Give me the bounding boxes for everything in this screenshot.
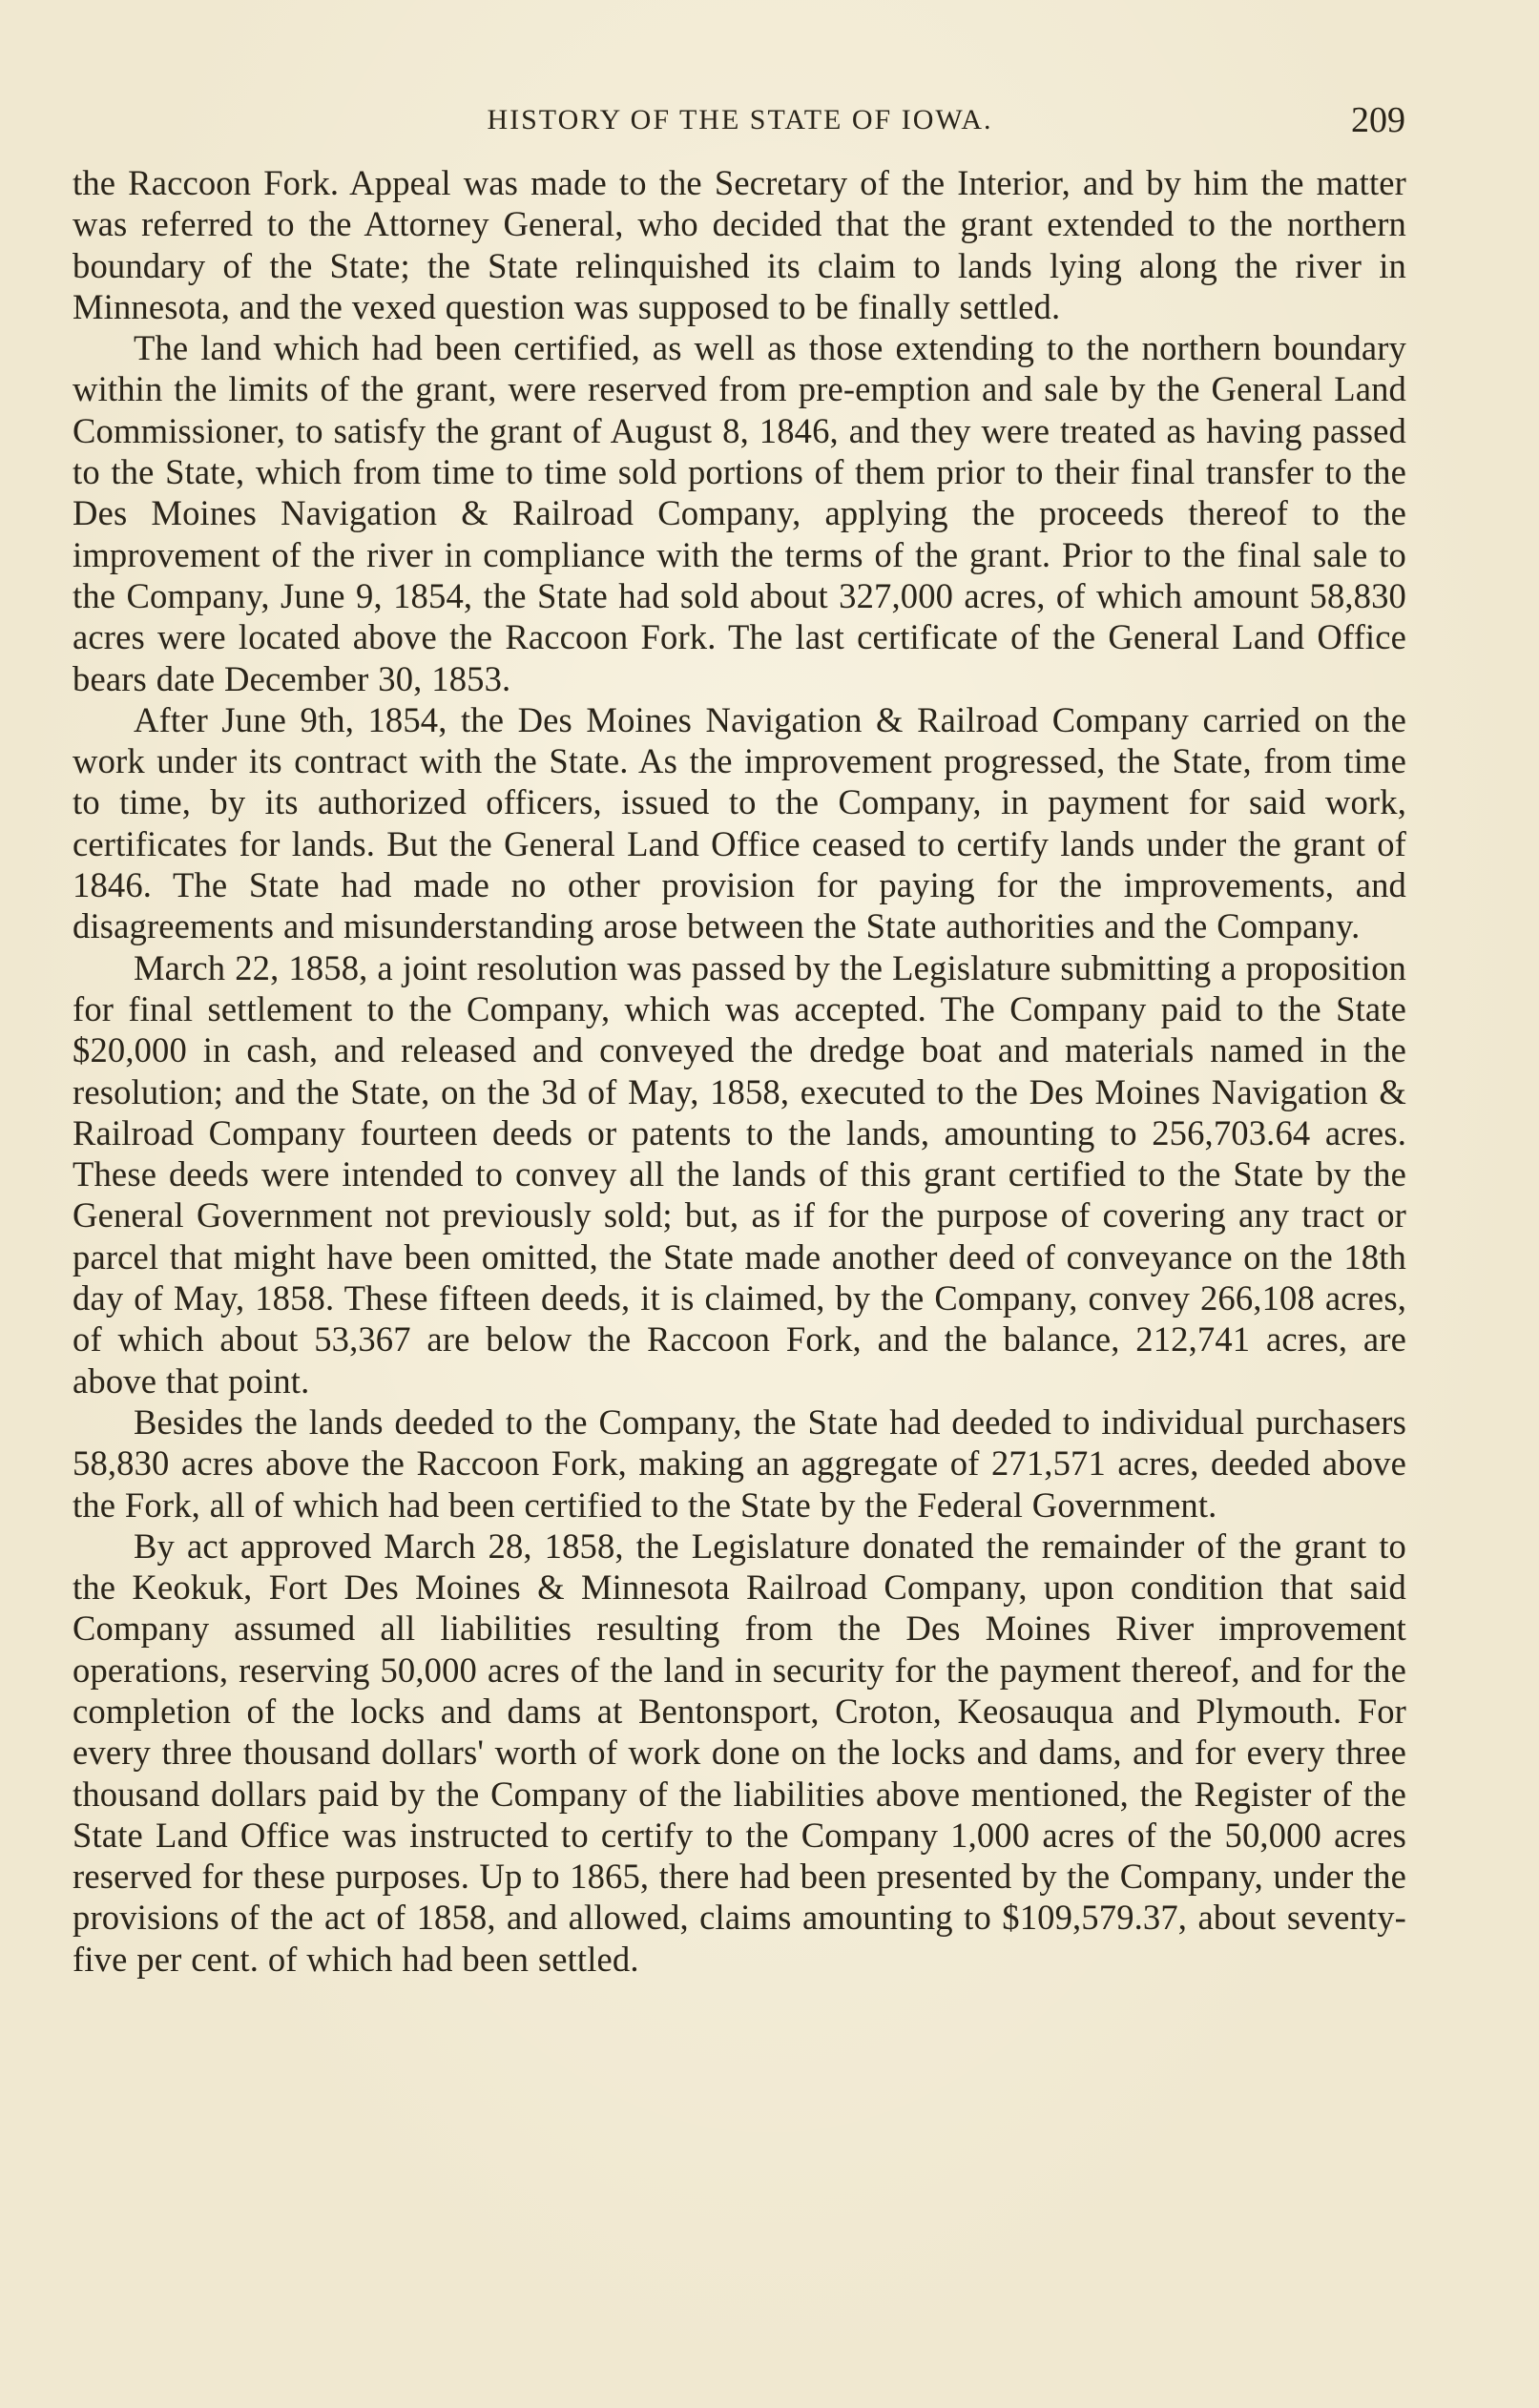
paragraph-march-1858-resolution: March 22, 1858, a joint resolution was passed by the Legislature submitting a proposition for final settlement to the Company, which was accepted. The Company paid to the State $20,000 in cash, and released and conveyed the dredge boat and materials named in the resolution; and the State, on the 3d of May, 1858, executed to the Des Moines Navigation & Railroad Company fourteen deeds or patents to the lands, amounting to 256,703.64 acres. These deeds were intended to convey all the lands of this grant certified to the State by the General Government not previously sold; but, as if for the purpose of covering any tract or parcel that might have been omitted, the State made another deed of conveyance on the 18th day of May, 1858. These fifteen deeds, it is claimed, by the Company, convey 266,108 acres, of which about 53,367 are below the Raccoon Fork, and the balance, 212,741 acres, are above that point. (73, 947, 1406, 1401)
paragraph-individual-purchasers: Besides the lands deeded to the Company, the State had deeded to individual purchasers 58,830 acres above the Raccoon Fork, making an aggregate of 271,571 acres, deeded above the Fork, all of which had been certified to the State by the Federal Government. (73, 1401, 1406, 1525)
paragraph-land-certified: The land which had been certified, as well as those extending to the northern boundary within the limits of the grant, were reserved from pre-emption and sale by the General Land Commissioner, to satisfy the grant of August 8, 1846, and they were treated as having passed to the State, which from time to time sold portions of them prior to their final transfer to the Des Moines Navigation & Railroad Company, applying the proceeds thereof to the improvement of the river in compliance with the terms of the grant. Prior to the final sale to the Company, June 9, 1854, the State had sold about 327,000 acres, of which amount 58,830 acres were located above the Raccoon Fork. The last certificate of the General Land Office bears date December 30, 1853. (73, 328, 1406, 698)
page-number: 209 (1351, 100, 1405, 140)
paragraph-continuation: the Raccoon Fork. Appeal was made to the Secretary of the Interior, and by him the matter was referred to the Attorney General, who decided that the grant extended to the northern boundary of the State; the State relinquished its claim to lands lying along the river in Minnesota, and the vexed question was supposed to be finally settled. (73, 163, 1406, 326)
paragraph-after-june-1854: After June 9th, 1854, the Des Moines Navigation & Railroad Company carried on the work under its contract with the State. As the improvement progressed, the State, from time to time, by its authorized officers, issued to the Company, in payment for said work, certificates for lands. But the General Land Office ceased to certify lands under the grant of 1846. The State had made no other provision for paying for the improvements, and disagreements and misunderstanding arose between the State authorities and the Company. (73, 699, 1406, 946)
running-head: HISTORY OF THE STATE OF IOWA. (487, 104, 993, 135)
page-header (74, 93, 1405, 147)
body-text (73, 162, 1406, 1980)
paragraph-keokuk-railroad-grant: By act approved March 28, 1858, the Legislature donated the remainder of the grant to the Keokuk, Fort Des Moines & Minnesota Railroad Company, upon condition that said Company assumed all liabilities resulting from the Des Moines River improvement operations, reserving 50,000 acres of the land in security for the payment thereof, and for the completion of the locks and dams at Bentonsport, Croton, Keosauqua and Plymouth. For every three thousand dollars' worth of work done on the locks and dams, and for every three thousand dollars paid by the Company of the liabilities above mentioned, the Register of the State Land Office was instructed to certify to the Company 1,000 acres of the 50,000 acres reserved for these purposes. Up to 1865, there had been presented by the Company, under the provisions of the act of 1858, and allowed, claims amounting to $109,579.37, about seventy-five per cent. of which had been settled. (73, 1526, 1406, 1979)
